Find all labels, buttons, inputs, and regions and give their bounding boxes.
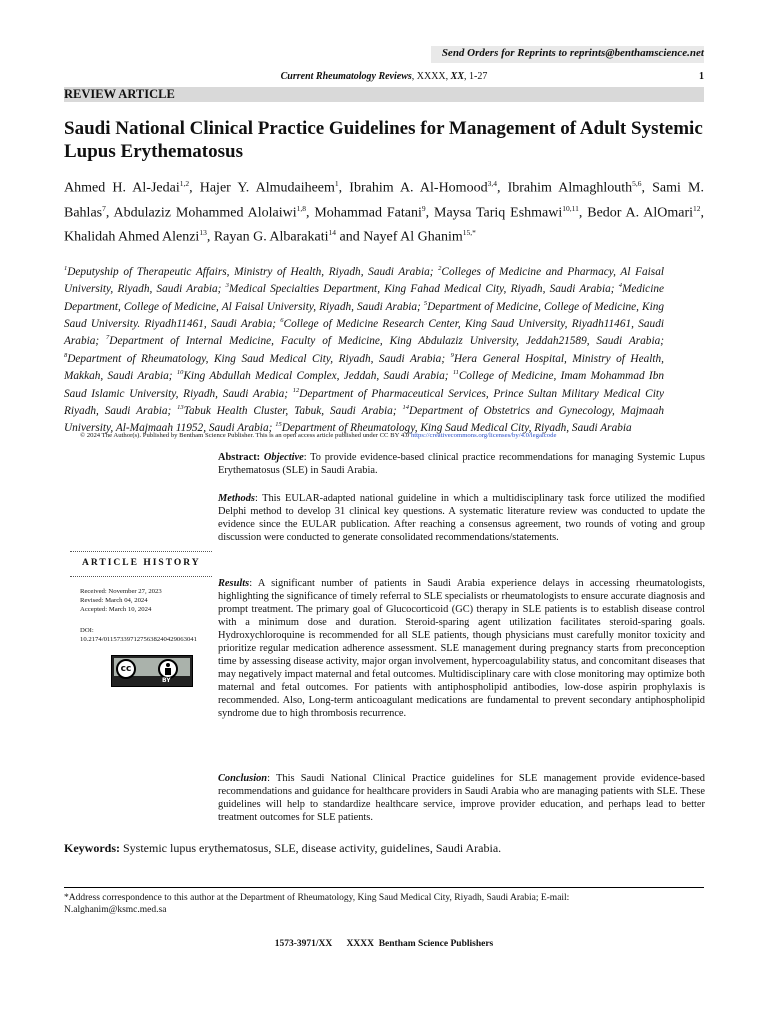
author-affiliation-mark: 1 xyxy=(334,179,339,188)
conclusion-text: : This Saudi National Clinical Practice guidelines for SLE management provide evidence-based recommendations and guidance for healthcare providers in Saudi Arabia who are managing patients with SLE. These guidelines will help to standardize healthcare service, improve provider education, and perhaps lead to better treatment outcomes for SLE patients. xyxy=(218,773,705,823)
affiliation-number: 2 xyxy=(438,265,442,272)
author-affiliation-mark: 15,* xyxy=(462,228,476,238)
affiliation-text: Department of Internal Medicine, Faculty of Medicine, King Abdulaziz University, Jeddah21589, Saudi Arabia; xyxy=(109,335,664,348)
received-date: Received: November 27, 2023 xyxy=(80,588,162,595)
cc-circle-icon: cc xyxy=(116,659,136,679)
abstract-conclusion xyxy=(218,772,705,824)
abstract-methods xyxy=(218,492,705,544)
affiliation-text: Department of Rheumatology, King Saud Medical City, Riyadh, Saudi Arabia xyxy=(281,422,632,434)
author-affiliation-mark: 5,6 xyxy=(632,179,642,188)
article-type: REVIEW ARTICLE xyxy=(64,87,175,101)
affiliation-number: 8 xyxy=(64,351,68,359)
author-affiliation-mark: 10,11 xyxy=(562,203,579,213)
affiliation-number: 15 xyxy=(275,421,282,429)
page-footer xyxy=(64,939,704,949)
history-dates xyxy=(80,587,162,614)
accepted-date: Accepted: March 10, 2024 xyxy=(80,606,152,613)
affiliation-text: Deputyship of Therapeutic Affairs, Ministry of Health, Riyadh, Saudi Arabia; xyxy=(67,265,439,278)
keywords-line xyxy=(64,841,501,856)
affiliation-text: Medicine Department, College of Medicine, Al Faisal University, Riyadh, Saudi Arabia; xyxy=(64,283,664,313)
affiliation-text: Medical Specialties Department, King Fahad Medical City, Riyadh, Saudi Arabia; xyxy=(228,283,619,296)
doi-block xyxy=(80,626,197,644)
affiliation-number: 3 xyxy=(225,282,229,290)
footnote-divider xyxy=(64,887,704,888)
article-history-title: ARTICLE HISTORY xyxy=(82,558,201,568)
by-label: BY xyxy=(162,677,171,684)
keywords-label: Keywords: xyxy=(64,841,120,855)
author-name: Maysa Tariq Eshmawi xyxy=(434,205,563,221)
footer-issn: 1573-3971/XX xyxy=(274,939,333,949)
abstract-objective xyxy=(218,451,705,477)
author-name: Mohammad Fatani xyxy=(314,205,422,221)
affiliation-number: 11 xyxy=(452,369,459,377)
author-list: Ahmed H. Al-Jedai$^{1,2}$, Hajer Y. Almudaiheem$^1$, Ibrahim A. Al-Homood$^{3,4}$, Ibrahim Almaghlouth$^{5,6}$, Sami M. Bahlas$^7$, Abdulaziz Mohammed Alolaiwi$^{1,8}$, Mohammad Fatani$^9$, Maysa Tariq Eshmawi$^{10,11}$, Bedor A. AlOmari$^{12}$, Khalidah Ahmed Alenzi$^{13}$, Rayan G. Albarakati$^{14}$ and Nayef Al Ghanim$^{15,*}$ xyxy=(64,179,705,245)
objective-label: Objective xyxy=(263,452,304,463)
affiliation-number: 7 xyxy=(106,334,110,342)
journal-pages: 1-27 xyxy=(469,71,488,82)
affiliation-text: King Abdullah Medical Complex, Jeddah, Saudi Arabia; xyxy=(183,369,453,382)
author-name: Rayan G. Albarakati xyxy=(213,229,329,245)
affiliation-number: 6 xyxy=(280,317,284,325)
affiliation-text: Tabuk Health Cluster, Tabuk, Saudi Arabia; xyxy=(183,404,403,417)
affiliation-number: 10 xyxy=(176,369,184,377)
author-name: Ibrahim Almaghlouth xyxy=(507,180,633,196)
abstract-label: Abstract: xyxy=(218,452,261,463)
affiliation-number: 1 xyxy=(64,265,68,272)
author-name: Ibrahim A. Al-Homood xyxy=(349,180,488,196)
journal-volume: XX xyxy=(450,71,464,82)
license-link[interactable]: https://creativecommons.org/licenses/by/4.0/legalcode xyxy=(410,432,557,439)
author-affiliation-mark: 7 xyxy=(102,203,106,213)
copyright-line xyxy=(80,432,556,439)
author-affiliation-mark: 1,2 xyxy=(179,179,190,188)
affiliation-text: Colleges of Medicine and Pharmacy, Al Faisal University, Riyadh, Saudi Arabia; xyxy=(64,265,664,296)
author-name: Bedor A. AlOmari xyxy=(587,205,694,221)
affiliation-list xyxy=(64,262,664,436)
affiliation-text: Department of Rheumatology, King Saud Medical City, Riyadh, Saudi Arabia; xyxy=(67,352,451,365)
author-name: Hajer Y. Almudaiheem xyxy=(199,180,335,196)
author-affiliation-mark: 1,8 xyxy=(296,203,306,213)
abstract-results xyxy=(218,577,705,720)
history-divider-top xyxy=(70,551,212,552)
article-title: Saudi National Clinical Practice Guidelines for Management of Adult Systemic Lupus Erythematosus xyxy=(64,118,703,162)
affiliation-number: 9 xyxy=(450,351,454,359)
methods-label: Methods xyxy=(218,493,255,504)
affiliation-number: 14 xyxy=(402,403,409,411)
author-name: Khalidah Ahmed Alenzi xyxy=(64,229,200,245)
author-name: Ahmed H. Al-Jedai xyxy=(64,180,180,196)
journal-year: XXXX xyxy=(416,71,446,82)
author-affiliation-mark: 9 xyxy=(421,203,426,213)
affiliation-text: College of Medicine Research Center, King Saud University, Riyadh11461, Saudi Arabia; xyxy=(64,317,664,348)
author-name: Abdulaziz Mohammed Alolaiwi xyxy=(113,205,297,221)
page-number: 1 xyxy=(699,71,704,82)
doi-value[interactable]: 10.2174/0115733971275638240429063041 xyxy=(80,636,197,643)
doi-label: DOI: xyxy=(80,627,94,634)
correspondence-footnote: *Address correspondence to this author at the Department of Rheumatology, King Saud Medical City, Riyadh, Saudi Arabia; E-mail: N.alghanim@ksmc.med.sa xyxy=(64,893,570,915)
affiliation-text: Department of Obstetrics and Gynecology, Majmaah University, Al-Majmaah 11952, Saudi Arabia; xyxy=(64,404,664,434)
journal-citation: Current Rheumatology Reviews, XXXX, XX, 1-27 xyxy=(280,71,488,82)
affiliation-number: 4 xyxy=(618,282,622,290)
footer-publisher: XXXX Bentham Science Publishers xyxy=(346,939,494,949)
results-text: : A significant number of patients in Saudi Arabia experience delays in accessing rheumatologists, highlighting the significance of timely referral to SLE specialists or rheumatologists to ensure accurate diagnosis and prompt treatment. The primary goal of Glucocorticoid (GC) therapy in SLE patients is to establish disease control with a minimum dose and duration. Steroid-sparing agent utilization facilitates steroid-sparing goals. Hydroxychloroquine is recommended for all SLE patients, though physicians must carefully monitor toxicity and prioritize regular medication adherence assessment. SLE management during pregnancy starts from preconception time by assessing disease activity, major organ involvement, hypercoagulability status, and concomitant diseases that may negatively impact maternal and fetal outcomes. Multidisciplinary care with close monitoring may optimize both maternal and fetal outcomes. For patients with antiphospholipid antibodies, low-dose aspirin prophylaxis is recommended. Also, Long-term anticoagulant medications are fundamental to prevent secondary antiphospholipid syndrome due to high thrombosis recurrence. xyxy=(218,578,705,719)
author-name: Sami M. Bahlas xyxy=(64,180,704,221)
conclusion-label: Conclusion xyxy=(218,773,268,784)
author-affiliation-mark: 3,4 xyxy=(487,179,497,188)
cc-by-icon[interactable] xyxy=(111,655,193,687)
journal-name: Current Rheumatology Reviews xyxy=(280,71,412,82)
author-affiliation-mark: 13 xyxy=(199,228,207,238)
author-name: Nayef Al Ghanim xyxy=(363,229,463,245)
author-affiliation-mark: 12 xyxy=(693,203,701,213)
methods-text: : This EULAR-adapted national guideline in which a multidisciplinary task force utilized the modified Delphi method to develop 31 clinical key questions. A systematic literature review was conducted to update the evidence since the EULAR publication. After reaching a consensus agreement, two rounds of voting and group discussion were conducted to generate consolidated recommendations/statements. xyxy=(218,493,705,543)
affiliation-number: 12 xyxy=(292,386,300,394)
results-label: Results xyxy=(218,578,250,589)
affiliation-text: Department of Pharmaceutical Services, Prince Sultan Military Medical City Riyadh, Saudi Arabia; xyxy=(64,387,664,417)
revised-date: Revised: March 04, 2024 xyxy=(80,597,148,604)
affiliation-text: Department of Medicine, College of Medicine, King Saud University. Riyadh11461, Saudi Arabia; xyxy=(64,300,665,330)
affiliation-text: College of Medicine, Imam Mohammad Ibn Saud Islamic University, Riyadh, Saudi Arabia; xyxy=(64,369,664,400)
affiliation-text: Hera General Hospital, Ministry of Health, Makkah, Saudi Arabia; xyxy=(64,352,664,382)
affiliation-number: 13 xyxy=(177,403,184,411)
affiliation-number: 5 xyxy=(423,299,428,307)
keywords-text: Systemic lupus erythematosus, SLE, disease activity, guidelines, Saudi Arabia. xyxy=(120,841,502,855)
reprint-notice: Send Orders for Reprints to reprints@benthamscience.net xyxy=(441,47,704,59)
author-affiliation-mark: 14 xyxy=(328,228,336,238)
person-icon xyxy=(158,659,178,679)
history-divider-bottom xyxy=(70,576,212,577)
copyright-text: © 2024 The Author(s). Published by Bentham Science Publisher. This is an open access article published under CC BY 4.0 xyxy=(80,432,411,439)
objective-text: : To provide evidence-based clinical practice recommendations for managing Systemic Lupus Erythematosus (SLE) in Saudi Arabia. xyxy=(218,452,705,476)
